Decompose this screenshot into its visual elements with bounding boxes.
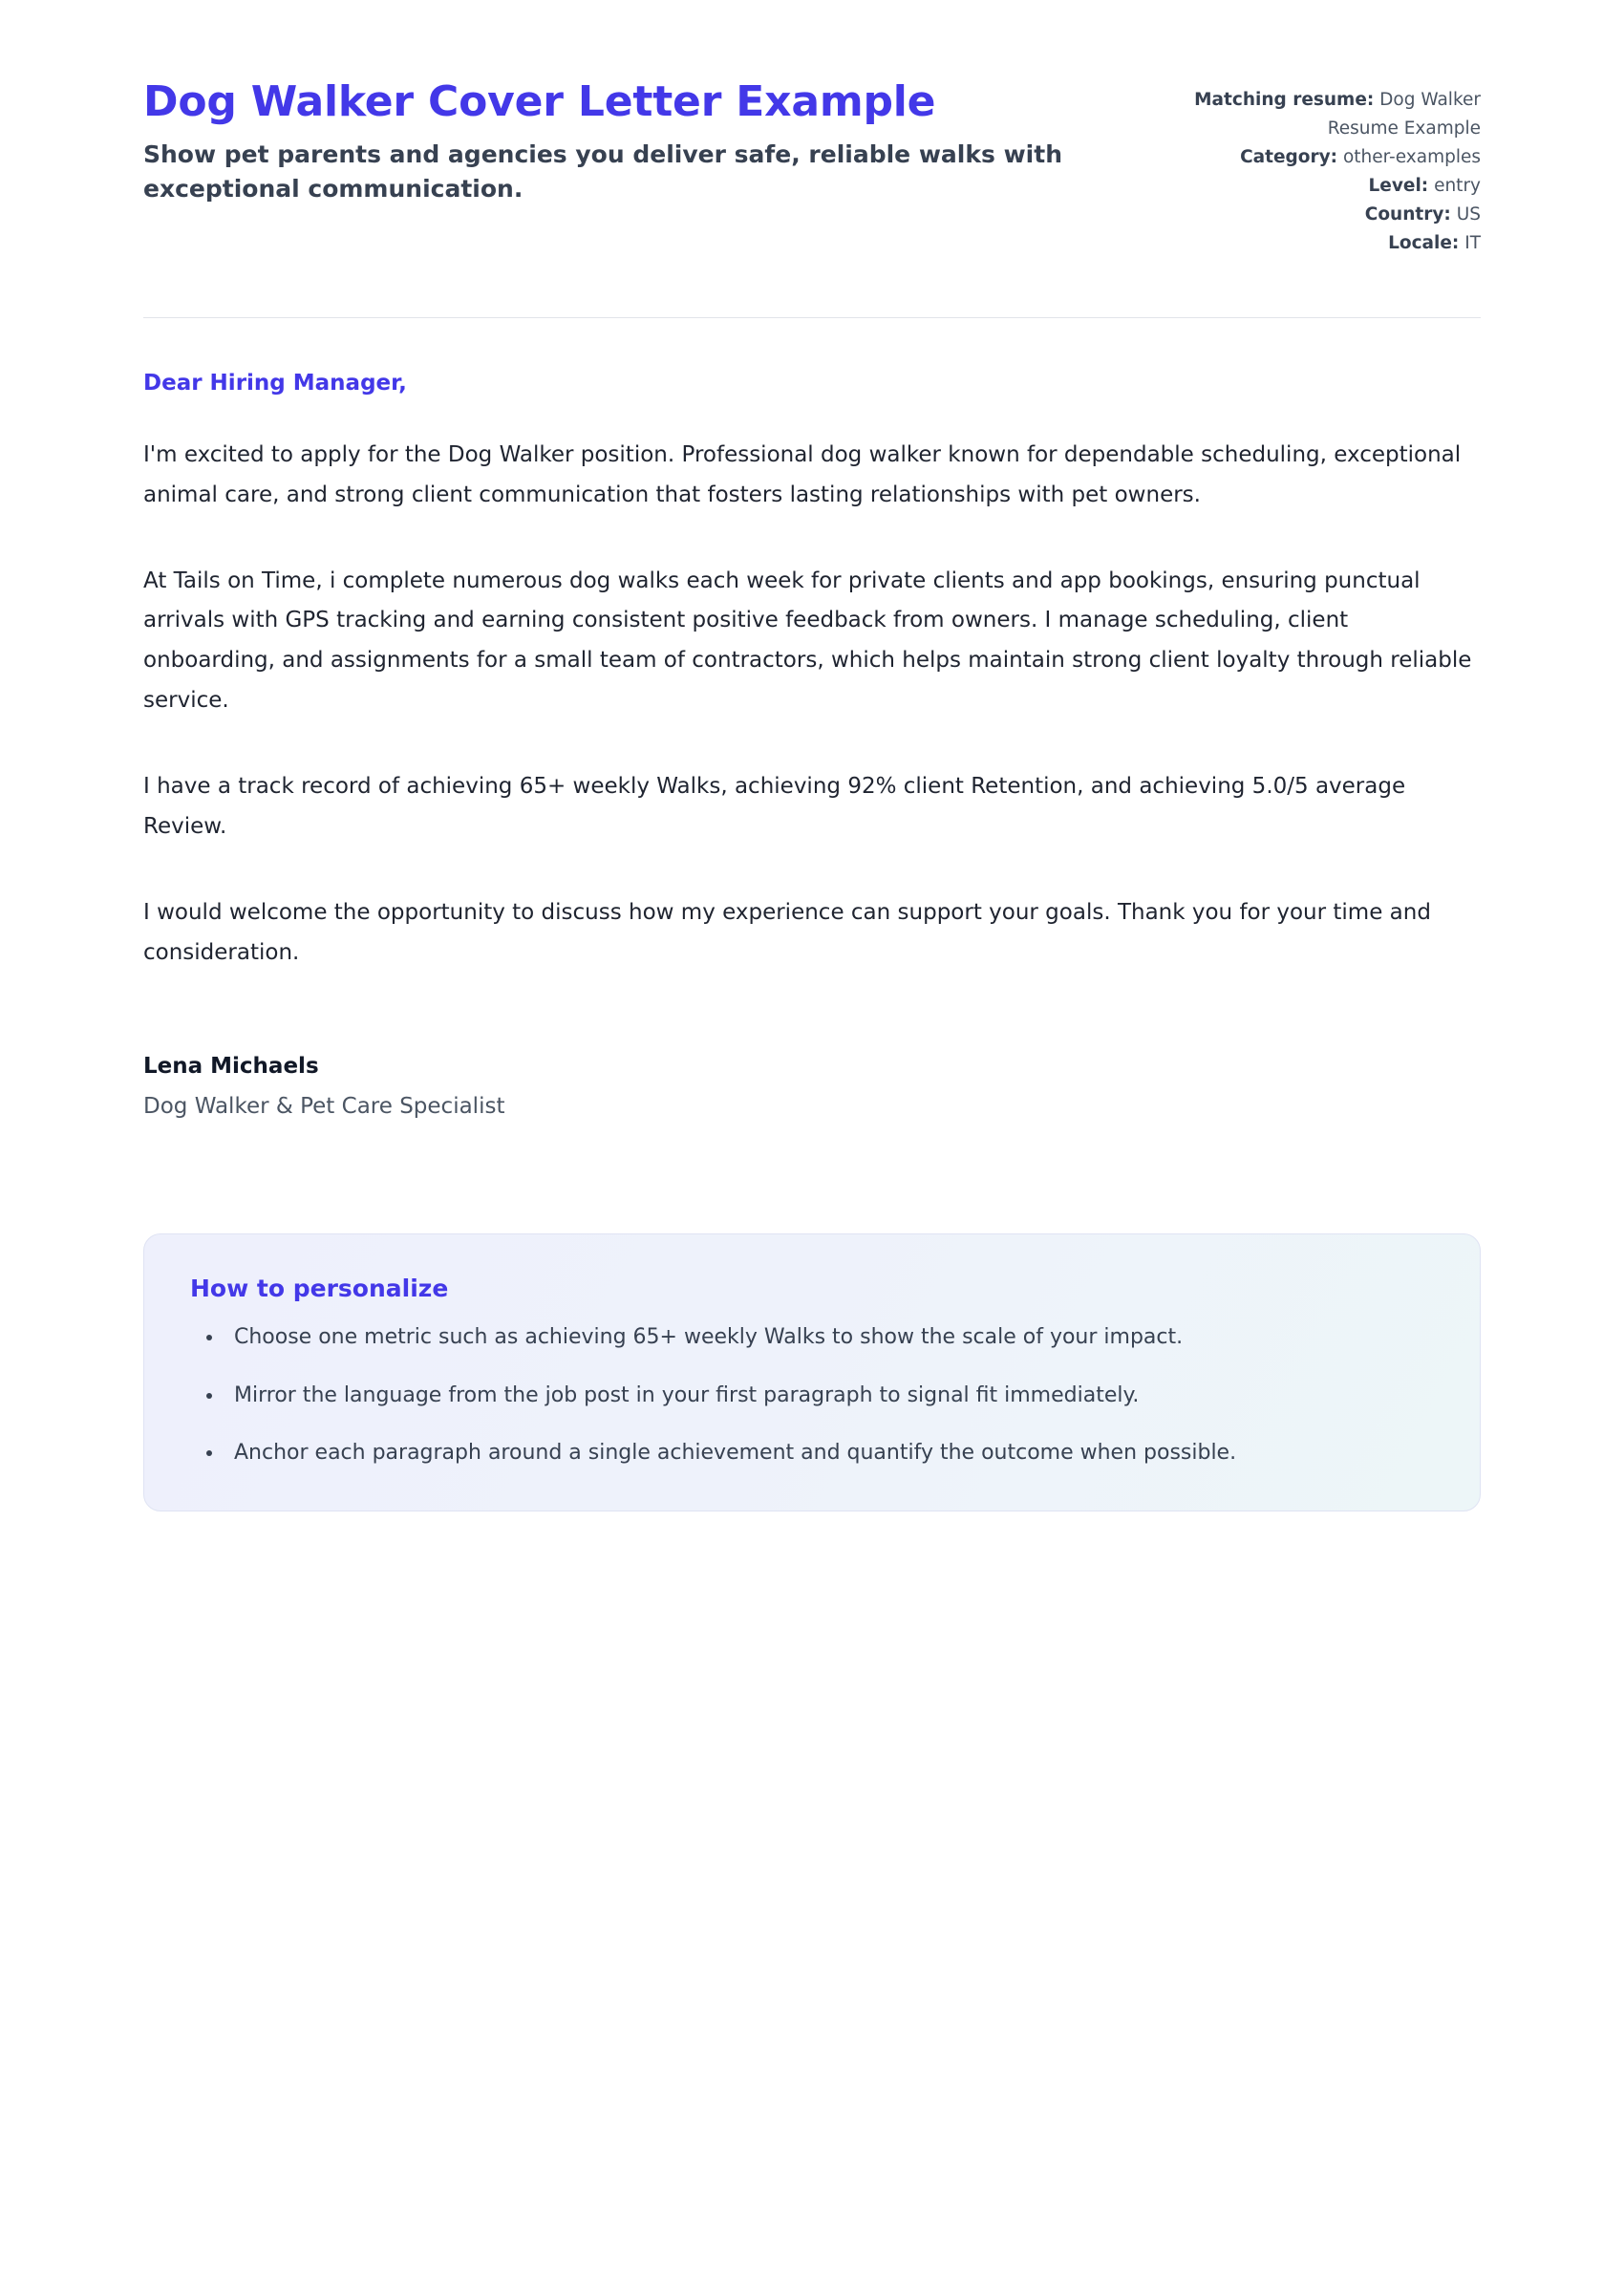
- page-subtitle: Show pet parents and agencies you deliver safe, reliable walks with exceptional communication.: [143, 140, 1062, 203]
- meta-category: [1185, 143, 1481, 172]
- letter-salutation: Dear Hiring Manager,: [143, 370, 407, 396]
- document-header: [143, 75, 1481, 258]
- meta-country-value: US: [1456, 204, 1481, 225]
- meta-matching-resume-value: Dog Walker Resume Example: [1327, 90, 1481, 139]
- meta-locale-label: Locale:: [1388, 232, 1460, 253]
- letter-paragraph-1: I'm excited to apply for the Dog Walker position. Professional dog walker known for dependable scheduling, exceptional animal care, and strong client communication that fosters lasting relationships with pet owners.: [143, 441, 1462, 507]
- meta-locale: [1185, 229, 1481, 258]
- meta-matching-resume-label: Matching resume:: [1194, 90, 1375, 110]
- header-text-block: [143, 75, 1099, 205]
- meta-matching-resume: [1185, 86, 1481, 143]
- document-metadata: [1185, 75, 1481, 258]
- letter-paragraph-2: At Tails on Time, i complete numerous dog walks each week for private clients and app bookings, ensuring punctual arrivals with GPS tracking and earning consistent positive feedback from owners. I manage scheduling, client onboarding, and assignments for a small team of contractors, which helps maintain strong client loyalty through reliable service.: [143, 568, 1472, 714]
- list-item: • Choose one metric such as achieving 65+ weekly Walks to show the scale of your impact.: [224, 1319, 1438, 1357]
- meta-category-value: other-examples: [1342, 146, 1481, 167]
- list-item: • Anchor each paragraph around a single achievement and quantify the outcome when possible.: [224, 1435, 1438, 1472]
- page-title: Dog Walker Cover Letter Example: [143, 77, 936, 126]
- tips-title: How to personalize: [190, 1275, 449, 1303]
- meta-level: [1185, 172, 1481, 201]
- signature-role: Dog Walker & Pet Care Specialist: [143, 1094, 505, 1120]
- cover-letter-body: [143, 318, 1481, 1120]
- meta-country-label: Country:: [1364, 204, 1451, 225]
- signature-name: Lena Michaels: [143, 1054, 319, 1080]
- meta-level-label: Level:: [1368, 175, 1429, 196]
- meta-locale-value: IT: [1464, 232, 1481, 253]
- list-item: • Mirror the language from the job post in your first paragraph to signal fit immediately.: [224, 1378, 1438, 1415]
- personalize-tips-card: [143, 1233, 1481, 1511]
- meta-category-label: Category:: [1240, 146, 1338, 167]
- tips-list: [186, 1319, 1438, 1472]
- meta-country: [1185, 201, 1481, 229]
- letter-signature: [143, 973, 1481, 1119]
- letter-paragraph-3: I have a track record of achieving 65+ weekly Walks, achieving 92% client Retention, and achieving 5.0/5 average Review.: [143, 773, 1406, 839]
- letter-paragraph-4: I would welcome the opportunity to discuss how my experience can support your goals. Thank you for your time and consideration.: [143, 899, 1431, 965]
- meta-level-value: entry: [1434, 175, 1481, 196]
